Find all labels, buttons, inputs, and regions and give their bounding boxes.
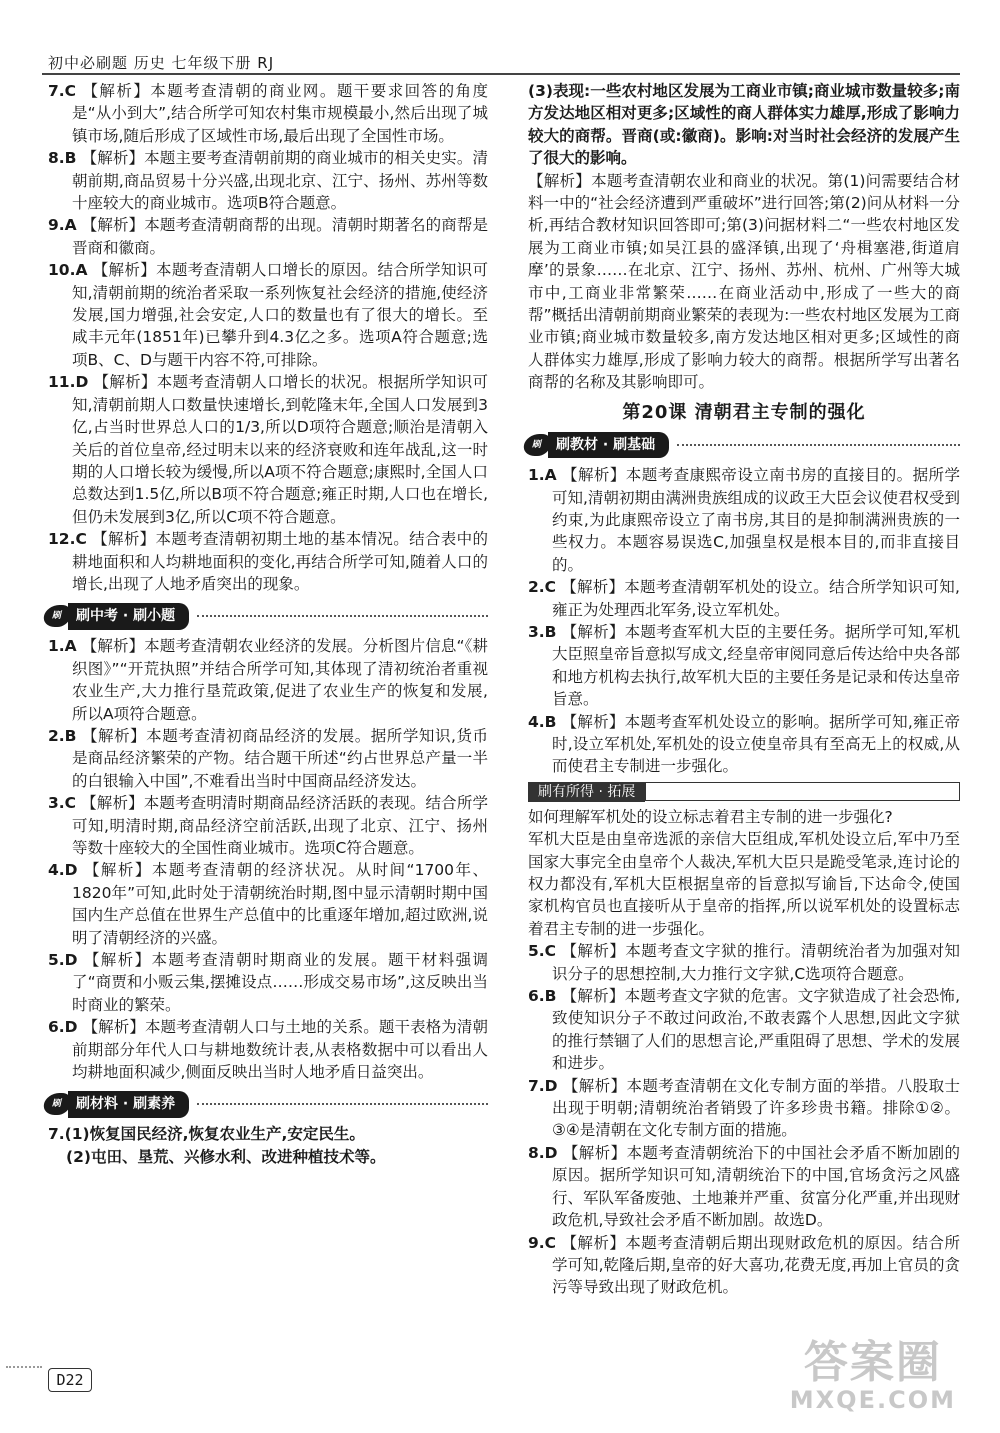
material-answer: (2)屯田、垦荒、兴修水利、改进种植技术等。 xyxy=(66,1147,386,1166)
answer-item: 9.C 【解析】本题考查清朝后期出现财政危机的原因。结合所学可知,乾隆后期,皇帝的好大喜功,花费无度,再加上官员的贪污等导致出现了财政危机。 xyxy=(528,1233,960,1297)
answer-item: 6.D 【解析】本题考查清朝人口与土地的关系。题干表格为清朝前期部分年代人口与耕地数统计表,从表格数据中可以看出人均耕地面积减少,侧面反映出当时人地矛盾日益突出。 xyxy=(48,1018,488,1082)
answer-item: 2.B 【解析】本题考查清初商品经济的发展。据所学知识,货币是商品经济繁荣的产物。结合题干所述“约占世界总产量一半的白银输入中国”,不难看出当时中国商品经济发达。 xyxy=(48,726,488,790)
lesson-title: 第20课 清朝君主专制的强化 xyxy=(622,401,866,423)
extend-label: 刷有所得 · 拓展 xyxy=(528,782,645,802)
material-answer: (3)表现:一些农村地区发展为工商业市镇;商业城市数量较多;南方发达地区相对更多;区域性的商人群体实力雄厚,形成了影响力较大的商帮。晋商(或:徽商)。影响:对当时社会经济的发展产生了很大的影响。 xyxy=(528,82,960,168)
answer-item: 6.B 【解析】本题考查文字狱的危害。文字狱造成了社会恐怖,致使知识分子不敢过问政治,不敢表露个人思想,因此文字狱的推行禁锢了人们的思想言论,严重阻碍了思想、学术的发展和进步。 xyxy=(528,987,960,1073)
answer-item: 4.B 【解析】本题考查军机处设立的影响。据所学可知,雍正帝时,设立军机处,军机处的设立使皇帝具有至高无上的权威,从而使君主专制进一步强化。 xyxy=(528,712,960,776)
answer-item: 5.C 【解析】本题考查文字狱的推行。清朝统治者为加强对知识分子的思想控制,大力推行文字狱,C选项符合题意。 xyxy=(528,942,960,983)
answer-item: 4.D 【解析】本题考查清朝的经济状况。从时间“1700年、1820年”可知,此时处于清朝统治时期,图中显示清朝时期中国国内生产总值在世界生产总值中的比重逐年增加,超过欧洲,说明了清朝经济的兴盛。 xyxy=(48,861,488,947)
answer-item: 10.A 【解析】本题考查清朝人口增长的原因。结合所学知识可知,清朝前期的统治者采取一系列恢复社会经济的措施,使经济发展,国力增强,社会安定,人口的数量也有了很大的增长。至咸丰元年(1851年)已攀升到4.3亿之多。选项A符合题意;选项B、C、D与题干内容不符,可排除。 xyxy=(48,261,488,369)
answer-item: 3.B 【解析】本题考查军机大臣的主要任务。据所学可知,军机大臣照皇帝旨意拟写成文,经皇帝审阅同意后传达给中央各部和地方机构去执行,故军机大臣的主要任务是记录和传达皇帝旨意。 xyxy=(528,622,960,709)
watermark-url: MXQE.COM xyxy=(789,1386,956,1414)
section-label: 刷材料 · 刷素养 xyxy=(68,1091,189,1117)
section-banner-jiaocai xyxy=(524,432,960,458)
answer-item: 7.C 【解析】本题考查清朝的商业网。题干要求回答的角度是“从小到大”,结合所学可知农村集市规模最小,然后出现了城镇市场,随后形成了区域性市场,最后出现了全国性市场。 xyxy=(48,82,488,145)
material-answer: 7.(1)恢复国民经济,恢复农业生产,安定民生。 xyxy=(48,1125,365,1144)
section-badge-icon: 刷 xyxy=(522,434,553,456)
footer-dots xyxy=(6,1366,42,1368)
answer-item: 7.D 【解析】本题考查清朝在文化专制方面的举措。八股取士出现于明朝;清朝统治者销毁了许多珍贵书籍。排除①②。③④是清朝在文化专制方面的措施。 xyxy=(528,1076,960,1140)
material-analysis: 【解析】本题考查清朝农业和商业的状况。第(1)问需要结合材料一中的“社会经济遭到严重破坏”进行回答;第(2)问从材料一分析,再结合教材知识回答即可;第(3)问据材料二“一些农村地区发展为工商业市镇;如吴江县的盛泽镇,出现了‘舟楫塞港,街道肩摩’的景象……在北京、江宁、扬州、苏州、杭州、广州等大城市中,工商业非常繁荣……在商业活动中,形成了一些大的商帮”概括出清朝前期商业繁荣的表现为:一些农村地区发展为工商业市镇;商业城市数量较多,南方发达地区相对更多;区域性的商人群体实力雄厚,形成了影响力较大的商帮。根据所学写出著名商帮的名称及其影响即可。 xyxy=(528,171,960,392)
section-label: 刷中考 · 刷小题 xyxy=(68,603,189,629)
answer-item: 8.D 【解析】本题考查清朝统治下的中国社会矛盾不断加剧的原因。据所学知识可知,清朝统治下的中国,官场贪污之风盛行、军队军备废弛、土地兼并严重、贫富分化严重,并出现财政危机,导致社会矛盾不断加剧。故选D。 xyxy=(528,1143,960,1230)
extend-answer: 军机大臣是由皇帝选派的亲信大臣组成,军机处设立后,军中乃至国家大事完全由皇帝个人裁决,军机大臣只是跪受笔录,连讨论的权力都没有,军机大臣根据皇帝的旨意拟写谕旨,下达命令,使国家机构官员也直接听从于皇帝的指挥,所以说军机处的设置标志着君主专制的进一步强化。 xyxy=(528,830,960,938)
section-banner-cailiao xyxy=(44,1091,488,1117)
left-column xyxy=(48,80,488,1168)
right-column xyxy=(528,80,960,1299)
watermark-text: 答案圈 xyxy=(803,1337,942,1388)
dotted-rule xyxy=(677,444,960,446)
running-header: 初中必刷题 历史 七年级下册 RJ xyxy=(48,54,275,72)
dotted-rule xyxy=(197,1103,488,1105)
page-number: D22 xyxy=(48,1368,92,1392)
section-label: 刷教材 · 刷基础 xyxy=(548,432,669,458)
watermark-logo xyxy=(789,1337,956,1414)
answer-item: 11.D 【解析】本题考查清朝人口增长的状况。根据所学知识可知,清朝前期人口数量快速增长,到乾隆末年,全国人口发展到3亿,占当时世界总人口的1/3,所以D项符合题意;顺治是清朝入关后的首位皇帝,经过明末以来的经济衰败和连年战乱,这一时期的人口增长较为缓慢,所以A项不符合题意;康熙时,全国人口总数达到1.5亿,所以B项不符合题意;雍正时期,人口也在增长,但仍未发展到3亿,所以C项不符合题意。 xyxy=(48,373,488,526)
answer-item: 5.D 【解析】本题考查清朝时期商业的发展。题干材料强调了“商贾和小贩云集,摆摊设点……形成交易市场”,这反映出当时商业的繁荣。 xyxy=(48,951,488,1014)
extend-question: 如何理解军机处的设立标志着君主专制的进一步强化? xyxy=(528,807,893,826)
answer-item: 9.A 【解析】本题考查清朝商帮的出现。清朝时期著名的商帮是晋商和徽商。 xyxy=(48,216,488,257)
section-badge-icon: 刷 xyxy=(42,1093,73,1115)
answer-item: 3.C 【解析】本题考查明清时期商品经济活跃的表现。结合所学可知,明清时期,商品经济空前活跃,出现了北京、江宁、扬州等数十座较大的全国性商业城市。选项C符合题意。 xyxy=(48,794,488,857)
header-rule xyxy=(42,73,960,75)
answer-item: 1.A 【解析】本题考查清朝农业经济的发展。分析图片信息“《耕织图》”“开荒执照”并结合所学可知,其体现了清初统治者重视农业生产,大力推行垦荒政策,促进了农业生产的恢复和发展,所以A项符合题意。 xyxy=(48,637,488,723)
extend-box-header xyxy=(528,782,960,802)
section-badge-icon: 刷 xyxy=(42,605,73,627)
answer-item: 1.A 【解析】本题考查康熙帝设立南书房的直接目的。据所学可知,清朝初期由满洲贵族组成的议政王大臣会议使君权受到约束,为此康熙帝设立了南书房,其目的是抑制满洲贵族的一些权力。本题容易误选C,加强皇权是根本目的,而非直接目的。 xyxy=(528,466,960,574)
dotted-rule xyxy=(197,615,488,617)
extend-rule xyxy=(645,782,960,801)
answer-item: 2.C 【解析】本题考查清朝军机处的设立。结合所学知识可知,雍正为处理西北军务,设立军机处。 xyxy=(528,578,960,619)
answer-item: 8.B 【解析】本题主要考查清朝前期的商业城市的相关史实。清朝前期,商品贸易十分兴盛,出现北京、江宁、扬州、苏州等数十座较大的商业城市。选项B符合题意。 xyxy=(48,149,488,213)
answer-item: 12.C 【解析】本题考查清朝初期土地的基本情况。结合表中的耕地面积和人均耕地面积的变化,再结合所学可知,随着人口的增长,出现了人地矛盾突出的现象。 xyxy=(48,530,488,593)
section-banner-zhongkao xyxy=(44,603,488,629)
